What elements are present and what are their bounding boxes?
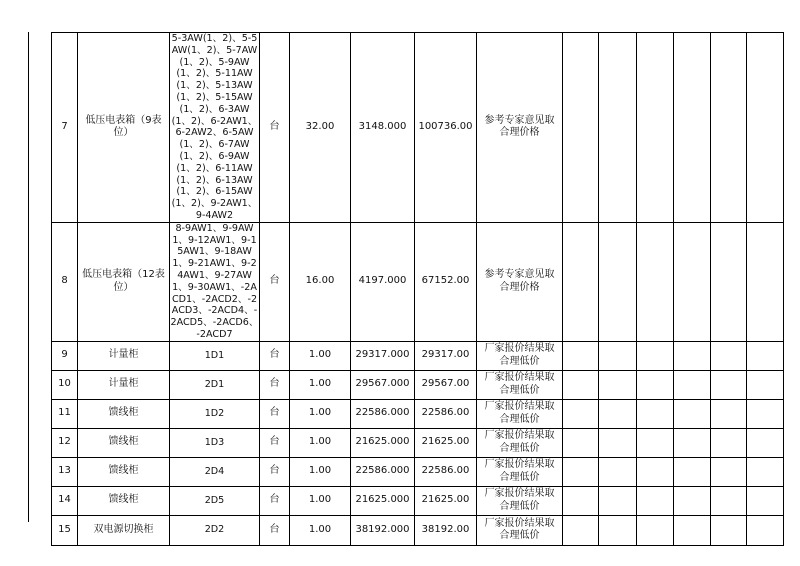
empty-cell	[599, 457, 637, 486]
row-index: 11	[52, 399, 78, 428]
table-row	[52, 341, 784, 370]
item-quantity: 32.00	[290, 33, 351, 223]
item-total: 21625.00	[415, 428, 477, 457]
item-unit-price: 22586.000	[351, 399, 415, 428]
empty-cell	[563, 428, 599, 457]
item-quantity: 1.00	[290, 457, 351, 486]
item-unit: 台	[260, 33, 290, 223]
empty-cell	[637, 222, 674, 341]
item-total: 21625.00	[415, 486, 477, 515]
empty-cell	[563, 222, 599, 341]
item-model: 1D3	[170, 428, 260, 457]
empty-cell	[599, 222, 637, 341]
empty-cell	[563, 457, 599, 486]
item-unit: 台	[260, 457, 290, 486]
empty-cell	[599, 428, 637, 457]
item-note: 厂家报价结果取合理低价	[477, 457, 563, 486]
item-model: 2D2	[170, 515, 260, 545]
item-unit-price: 3148.000	[351, 33, 415, 223]
item-unit-price: 21625.000	[351, 486, 415, 515]
item-unit-price: 38192.000	[351, 515, 415, 545]
empty-cell	[674, 515, 711, 545]
item-unit-price: 22586.000	[351, 457, 415, 486]
empty-cell	[711, 33, 747, 223]
item-unit: 台	[260, 370, 290, 399]
item-model: 1D2	[170, 399, 260, 428]
item-note: 参考专家意见取合理价格	[477, 33, 563, 223]
empty-cell	[711, 399, 747, 428]
empty-cell	[674, 486, 711, 515]
item-name: 计量柜	[78, 341, 170, 370]
empty-cell	[563, 515, 599, 545]
item-unit-price: 29317.000	[351, 341, 415, 370]
item-quantity: 1.00	[290, 486, 351, 515]
item-total: 29567.00	[415, 370, 477, 399]
row-index: 12	[52, 428, 78, 457]
item-name: 馈线柜	[78, 486, 170, 515]
empty-cell	[674, 399, 711, 428]
item-unit-price: 29567.000	[351, 370, 415, 399]
empty-cell	[674, 341, 711, 370]
item-note: 厂家报价结果取合理低价	[477, 370, 563, 399]
item-total: 38192.00	[415, 515, 477, 545]
item-name: 低压电表箱（9表位）	[78, 33, 170, 223]
item-model: 1D1	[170, 341, 260, 370]
empty-cell	[637, 33, 674, 223]
item-unit-price: 4197.000	[351, 222, 415, 341]
empty-cell	[637, 399, 674, 428]
item-note: 厂家报价结果取合理低价	[477, 341, 563, 370]
empty-cell	[637, 515, 674, 545]
empty-cell	[711, 341, 747, 370]
empty-cell	[674, 428, 711, 457]
item-total: 22586.00	[415, 399, 477, 428]
empty-cell	[599, 370, 637, 399]
item-quantity: 1.00	[290, 515, 351, 545]
item-note: 厂家报价结果取合理低价	[477, 486, 563, 515]
item-total: 100736.00	[415, 33, 477, 223]
item-total: 22586.00	[415, 457, 477, 486]
item-quantity: 16.00	[290, 222, 351, 341]
table-row	[52, 457, 784, 486]
table-row	[52, 399, 784, 428]
table-row	[52, 33, 784, 223]
table-row	[52, 370, 784, 399]
empty-cell	[563, 33, 599, 223]
item-unit-price: 21625.000	[351, 428, 415, 457]
empty-cell	[599, 486, 637, 515]
empty-cell	[711, 486, 747, 515]
item-unit: 台	[260, 486, 290, 515]
empty-cell	[674, 33, 711, 223]
empty-cell	[674, 370, 711, 399]
empty-cell	[747, 222, 784, 341]
item-name: 馈线柜	[78, 399, 170, 428]
table-row	[52, 515, 784, 545]
item-quantity: 1.00	[290, 428, 351, 457]
item-model: 2D1	[170, 370, 260, 399]
empty-cell	[637, 486, 674, 515]
item-model-text: 5-3AW(1、2)、5-5AW(1、2)、5-7AW(1、2)、5-9AW(1、2)、5-11AW(1、2)、5-13AW(1、2)、5-15AW(1、2)、6-3AW(1、2)、6-2AW1、6-2AW2、6-5AW(1、2)、6-7AW(1、2)、6-9AW(1、2)、6-11AW(1、2)、6-13AW(1、2)、6-15AW(1、2)、9-2AW1、9-4AW2	[171, 33, 258, 221]
item-unit: 台	[260, 515, 290, 545]
empty-cell	[599, 399, 637, 428]
empty-cell	[747, 33, 784, 223]
empty-cell	[747, 341, 784, 370]
empty-cell	[711, 515, 747, 545]
row-index: 15	[52, 515, 78, 545]
item-name: 计量柜	[78, 370, 170, 399]
item-total: 29317.00	[415, 341, 477, 370]
empty-cell	[637, 457, 674, 486]
empty-cell	[747, 515, 784, 545]
empty-cell	[711, 457, 747, 486]
item-model: 2D5	[170, 486, 260, 515]
empty-cell	[637, 341, 674, 370]
row-index: 7	[52, 33, 78, 223]
item-quantity: 1.00	[290, 341, 351, 370]
empty-cell	[599, 515, 637, 545]
item-name: 低压电表箱（12表位）	[78, 222, 170, 341]
empty-cell	[711, 428, 747, 457]
price-table	[51, 32, 784, 546]
table-row	[52, 222, 784, 341]
empty-cell	[563, 399, 599, 428]
empty-cell	[563, 486, 599, 515]
item-unit: 台	[260, 341, 290, 370]
table-body	[52, 33, 784, 546]
empty-cell	[747, 486, 784, 515]
empty-cell	[637, 428, 674, 457]
empty-cell	[747, 370, 784, 399]
empty-cell	[747, 399, 784, 428]
empty-cell	[599, 33, 637, 223]
table-row	[52, 428, 784, 457]
item-unit: 台	[260, 399, 290, 428]
row-index: 10	[52, 370, 78, 399]
binding-margin-rule	[28, 32, 29, 522]
empty-cell	[747, 428, 784, 457]
item-name: 双电源切换柜	[78, 515, 170, 545]
row-index: 9	[52, 341, 78, 370]
item-quantity: 1.00	[290, 399, 351, 428]
item-total: 67152.00	[415, 222, 477, 341]
item-unit: 台	[260, 428, 290, 457]
row-index: 14	[52, 486, 78, 515]
empty-cell	[674, 457, 711, 486]
item-note: 厂家报价结果取合理低价	[477, 428, 563, 457]
empty-cell	[674, 222, 711, 341]
item-quantity: 1.00	[290, 370, 351, 399]
empty-cell	[563, 370, 599, 399]
table-row	[52, 486, 784, 515]
row-index: 8	[52, 222, 78, 341]
item-model	[170, 33, 260, 223]
empty-cell	[563, 341, 599, 370]
item-model: 8-9AW1、9-9AW1、9-12AW1、9-15AW1、9-18AW1、9-21AW1、9-24AW1、9-27AW1、9-30AW1、-2ACD1、-2ACD2、-2ACD3、-2ACD4、-2ACD5、-2ACD6、-2ACD7	[170, 222, 259, 340]
item-model: 2D4	[170, 457, 260, 486]
empty-cell	[711, 370, 747, 399]
item-name: 馈线柜	[78, 457, 170, 486]
row-index: 13	[52, 457, 78, 486]
item-unit: 台	[260, 222, 290, 341]
empty-cell	[747, 457, 784, 486]
empty-cell	[637, 370, 674, 399]
item-note: 厂家报价结果取合理低价	[477, 515, 563, 545]
empty-cell	[711, 222, 747, 341]
item-name: 馈线柜	[78, 428, 170, 457]
item-note: 厂家报价结果取合理低价	[477, 399, 563, 428]
item-note: 参考专家意见取合理价格	[477, 222, 563, 341]
empty-cell	[599, 341, 637, 370]
